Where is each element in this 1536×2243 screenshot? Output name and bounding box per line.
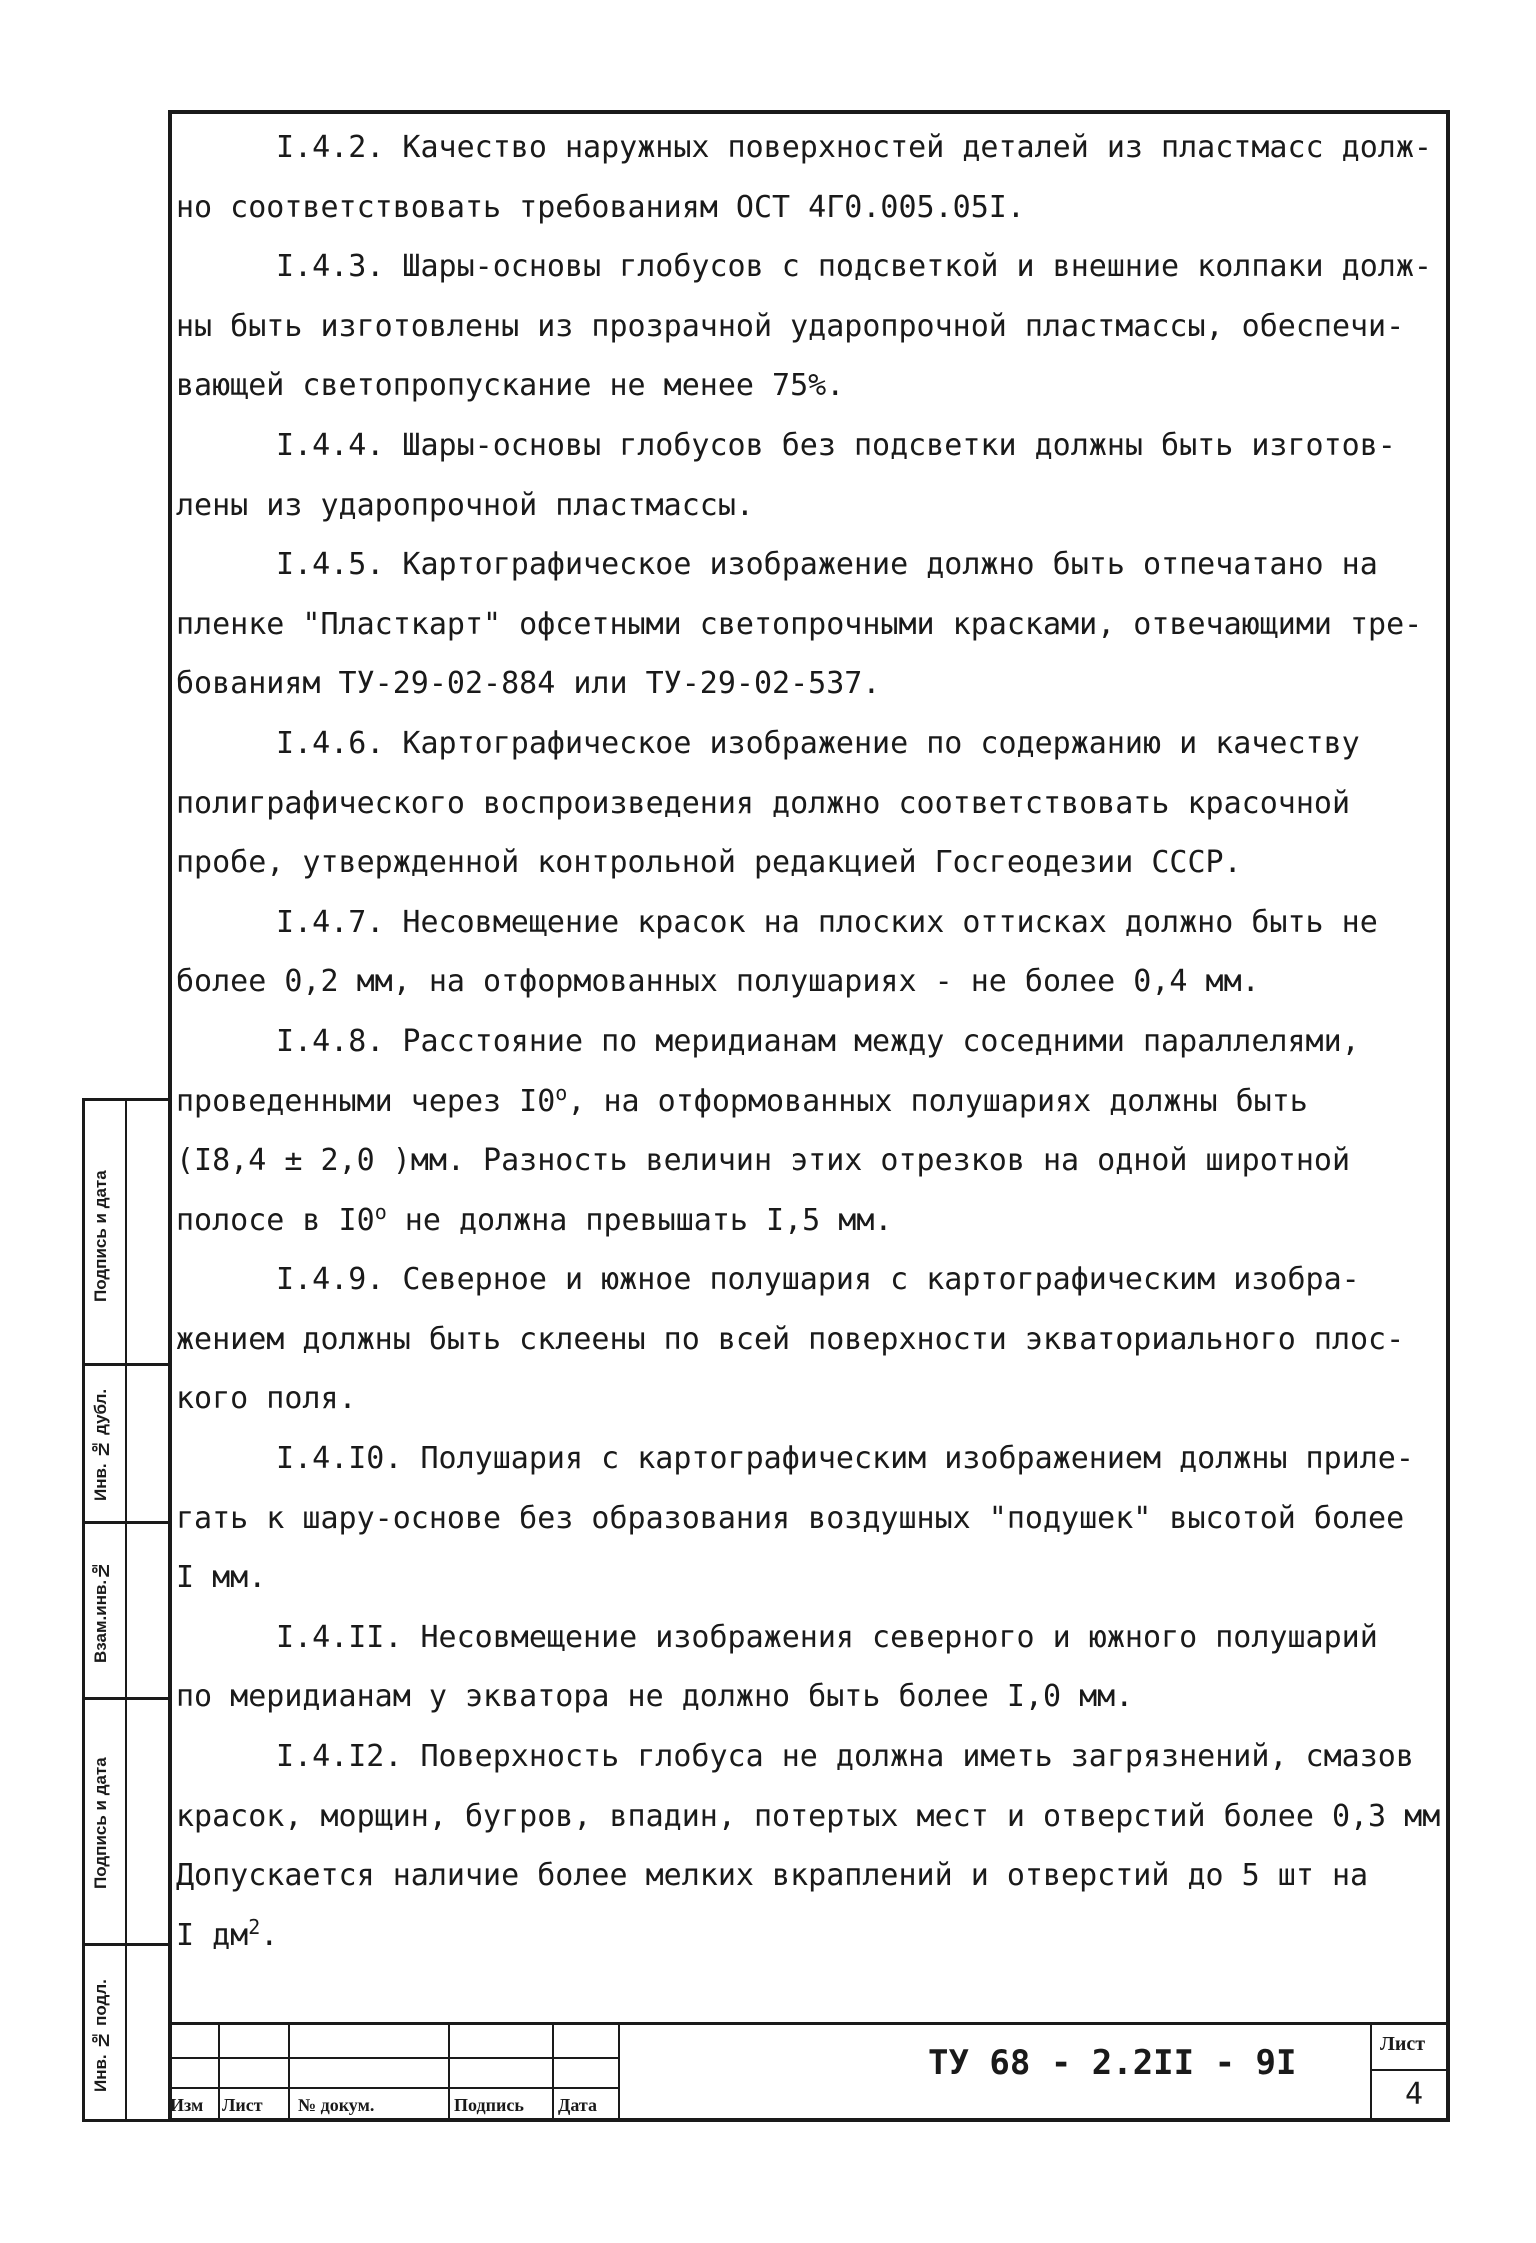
text-line: (I8,4 ± 2,0 )мм. Разность величин этих отрезков на одной широтной <box>176 1143 1350 1179</box>
text-line: I.4.9. Северное и южное полушария с картографическим изобра- <box>276 1262 1360 1298</box>
text-line: I.4.I0. Полушария с картографическим изображением должны приле- <box>276 1441 1414 1477</box>
label-inv-dubl: Инв. № дубл. <box>91 1388 110 1502</box>
text-line: I.4.7. Несовмещение красок на плоских оттисках должно быть не <box>276 904 1378 940</box>
header-izm: Изм <box>170 2095 204 2115</box>
text-line: гать к шару-основе без образования воздушных "подушек" высотой более <box>176 1500 1405 1536</box>
text-line: ны быть изготовлены из прозрачной ударопрочной пластмассы, обеспечи- <box>176 308 1405 344</box>
header-dokum: № докум. <box>298 2095 375 2115</box>
text-line: но соответствовать требованиям ОСТ 4Г0.005.05I. <box>176 189 1025 225</box>
text-line: вающей светопропускание не менее 75%. <box>176 368 845 404</box>
text-line: лены из ударопрочной пластмассы. <box>176 487 754 523</box>
label-inv-podl: Инв. № подл. <box>91 1979 110 2093</box>
text-line: I.4.5. Картографическое изображение должно быть отпечатано на <box>276 547 1378 583</box>
text-line: проведенными через $I0^о$, на отформованных полушариях должны быть <box>176 1080 1308 1119</box>
text-line: I мм. <box>176 1560 267 1596</box>
text-line: I.4.8. Расстояние по меридианам между соседними параллелями, <box>276 1023 1360 1059</box>
text-line: красок, морщин, бугров, впадин, потертых мест и отверстий более 0,3 мм <box>176 1798 1441 1834</box>
header-data: Дата <box>558 2095 597 2115</box>
text-line: I.4.6. Картографическое изображение по содержанию и качеству <box>276 725 1360 761</box>
text-line: I.4.2. Качество наружных поверхностей деталей из пластмасс долж- <box>276 130 1432 165</box>
text-line: I.4.II. Несовмещение изображения северного и южного полушарий <box>276 1619 1378 1655</box>
text-line: I.4.3. Шары-основы глобусов с подсветкой и внешние колпаки долж- <box>276 249 1432 285</box>
text-line: полиграфического воспроизведения должно соответствовать красочной <box>176 785 1350 821</box>
label-podpis-data-top: Подпись и дата <box>91 1170 110 1302</box>
text-line: по меридианам у экватора не должно быть более I,0 мм. <box>176 1679 1134 1715</box>
text-line: I.4.I2. Поверхность глобуса не должна иметь загрязнений, смазов <box>276 1739 1414 1775</box>
sheet-number: 4 <box>1405 2077 1424 2112</box>
text-line: кого поля. <box>176 1381 357 1417</box>
text-line: пленке "Пласткарт" офсетными светопрочными красками, отвечающими тре- <box>176 606 1423 642</box>
text-line: I.4.4. Шары-основы глобусов без подсветки должны быть изготов- <box>276 427 1396 463</box>
text-line: более 0,2 мм, на отформованных полушариях - не более 0,4 мм. <box>176 964 1260 1000</box>
label-podpis-data-bottom: Подпись и дата <box>91 1757 110 1889</box>
text-line: I $дм^2$. <box>176 1914 279 1953</box>
sheet-label: Лист <box>1380 2033 1426 2055</box>
header-podpis: Подпись <box>454 2095 524 2115</box>
text-line: пробе, утвержденной контрольной редакцией Госгеодезии СССР. <box>176 845 1242 881</box>
text-line: Допускается наличие более мелких вкраплений и отверстий до 5 шт на <box>176 1858 1369 1894</box>
header-list: Лист <box>222 2095 263 2115</box>
document-body <box>176 118 1442 1965</box>
title-block <box>168 2022 1450 2122</box>
label-vzam-inv: Взам.инв.№ <box>91 1560 110 1664</box>
text-line: полосе в $I0^о$ не должна превышать I,5 мм. <box>176 1199 893 1238</box>
text-line: жением должны быть склеены по всей поверхности экваториального плос- <box>176 1321 1405 1357</box>
side-strip <box>82 1098 168 2122</box>
text-line: бованиям ТУ-29-02-884 или ТУ-29-02-537. <box>176 666 881 702</box>
document-number: ТУ 68 - 2.2II - 9I <box>928 2043 1297 2083</box>
